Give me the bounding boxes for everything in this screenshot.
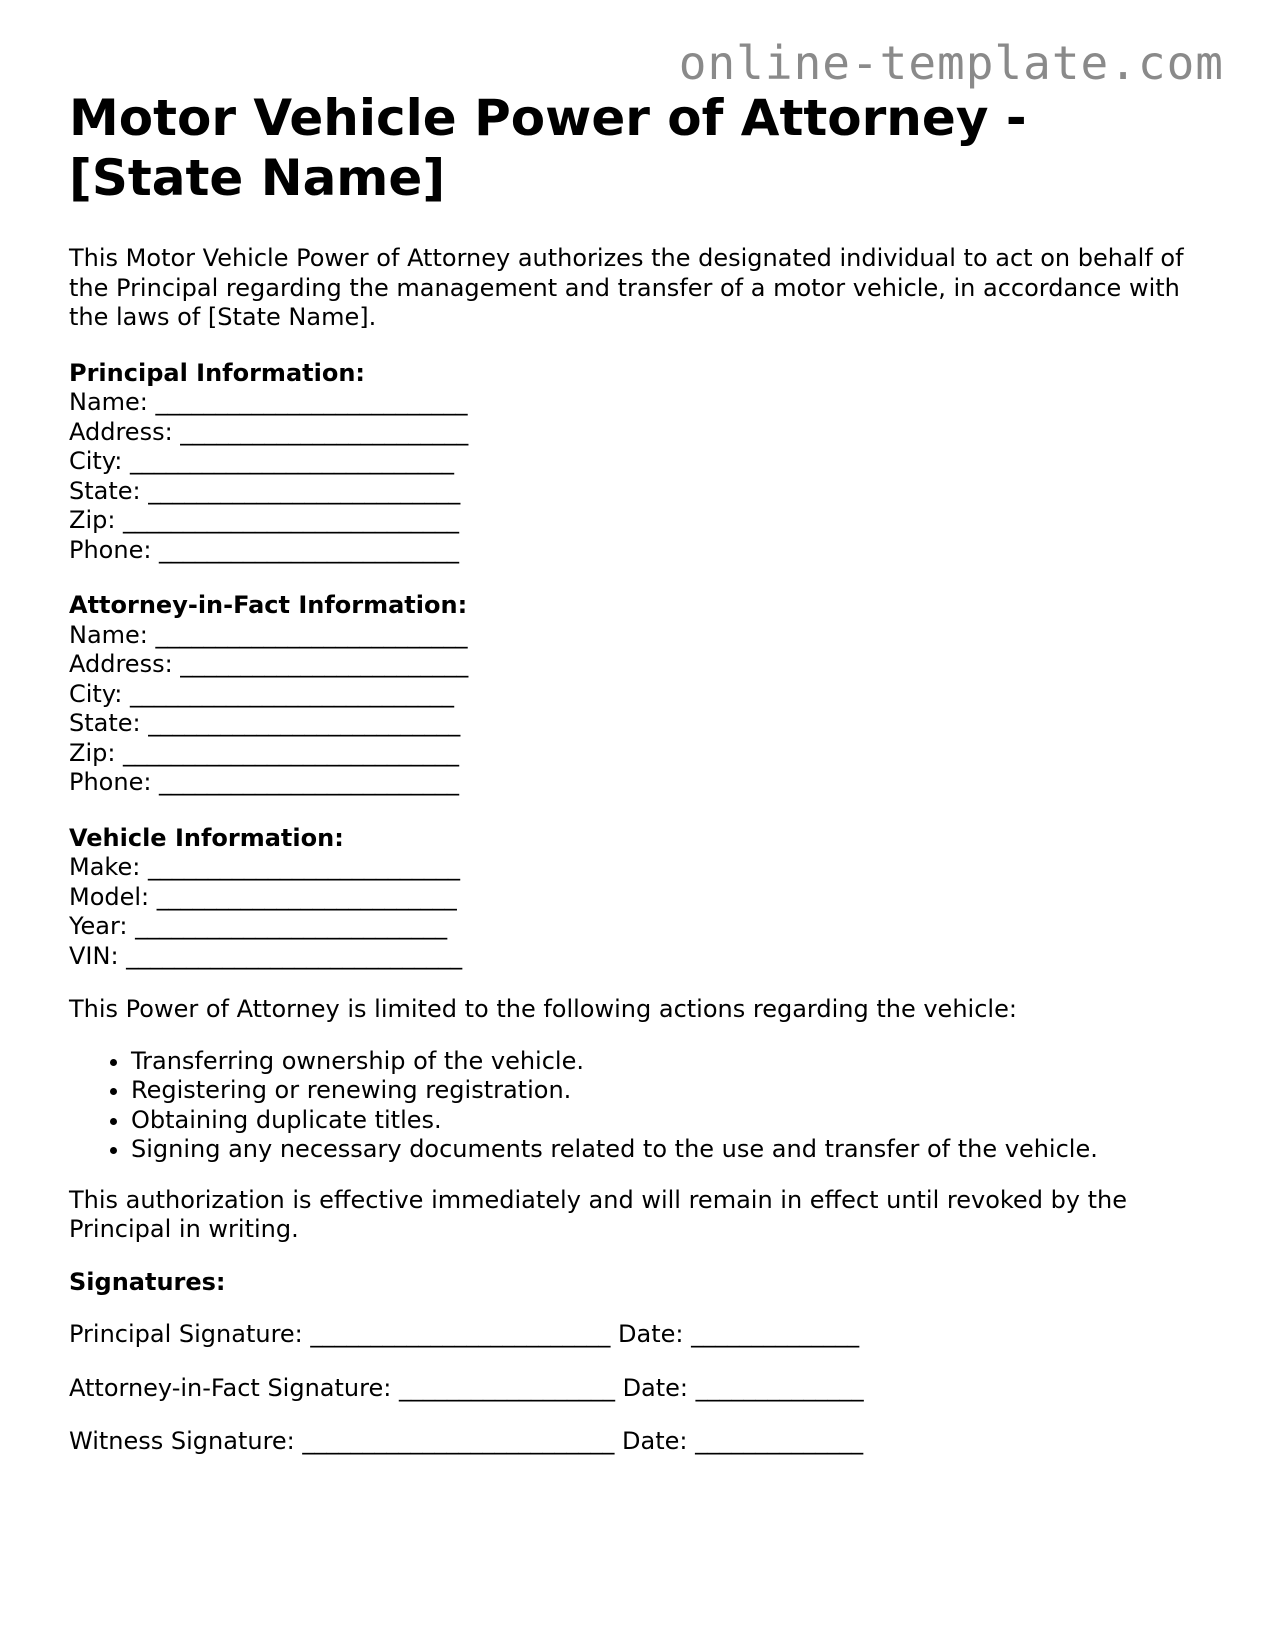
actions-list	[69, 1047, 1209, 1165]
list-item: • Obtaining duplicate titles.	[131, 1106, 1209, 1136]
attorney-signature-line: Attorney-in-Fact Signature: __________________ Date: ______________	[69, 1373, 864, 1402]
signatures-heading: Signatures:	[69, 1267, 226, 1296]
attorney-state-field: State: __________________________	[69, 709, 461, 737]
attorney-city-field: City: ___________________________	[69, 679, 455, 708]
document-page	[69, 88, 1209, 1457]
attorney-information-section	[69, 591, 1209, 798]
principal-address-field: Address: ________________________	[69, 417, 469, 446]
attorney-heading: Attorney-in-Fact Information:	[69, 591, 468, 619]
attorney-name-field: Name: __________________________	[69, 620, 468, 649]
attorney-zip-field: Zip: ____________________________	[69, 738, 460, 767]
vehicle-vin-field: VIN: ____________________________	[69, 941, 463, 970]
principal-information-section	[69, 359, 1209, 566]
vehicle-model-field: Model: _________________________	[69, 882, 457, 911]
effective-paragraph: This authorization is effective immediately and will remain in effect until revoked by the Principal in writing.	[69, 1185, 1128, 1243]
principal-zip-field: Zip: ____________________________	[69, 506, 460, 534]
attorney-address-field: Address: ________________________	[69, 650, 469, 678]
principal-city-field: City: ___________________________	[69, 447, 455, 475]
watermark: online-template.com	[678, 36, 1224, 90]
title-line-1: Motor Vehicle Power of Attorney -	[69, 89, 1027, 147]
principal-signature-line: Principal Signature: _________________________ Date: ______________	[69, 1320, 860, 1348]
vehicle-year-field: Year: __________________________	[69, 912, 448, 940]
principal-phone-field: Phone: _________________________	[69, 535, 460, 564]
vehicle-heading: Vehicle Information:	[69, 823, 344, 852]
vehicle-information-section	[69, 824, 1209, 972]
list-item: • Registering or renewing registration.	[131, 1076, 1209, 1106]
principal-heading: Principal Information:	[69, 358, 366, 387]
principal-state-field: State: __________________________	[69, 476, 461, 505]
intro-paragraph: This Motor Vehicle Power of Attorney authorizes the designated individual to act on behalf of the Principal regarding the management and transfer of a motor vehicle, in accordance with the laws of [State Name].	[69, 244, 1184, 331]
list-item: • Signing any necessary documents related to the use and transfer of the vehicle.	[131, 1135, 1209, 1165]
title-line-2: [State Name]	[69, 149, 446, 207]
witness-signature-line: Witness Signature: __________________________ Date: ______________	[69, 1427, 864, 1455]
attorney-phone-field: Phone: _________________________	[69, 768, 460, 796]
list-item: • Transferring ownership of the vehicle.	[131, 1047, 1209, 1077]
document-title	[69, 88, 1209, 208]
limited-actions-paragraph: This Power of Attorney is limited to the following actions regarding the vehicle:	[69, 995, 1017, 1023]
vehicle-make-field: Make: __________________________	[69, 853, 460, 881]
principal-name-field: Name: __________________________	[69, 388, 468, 416]
